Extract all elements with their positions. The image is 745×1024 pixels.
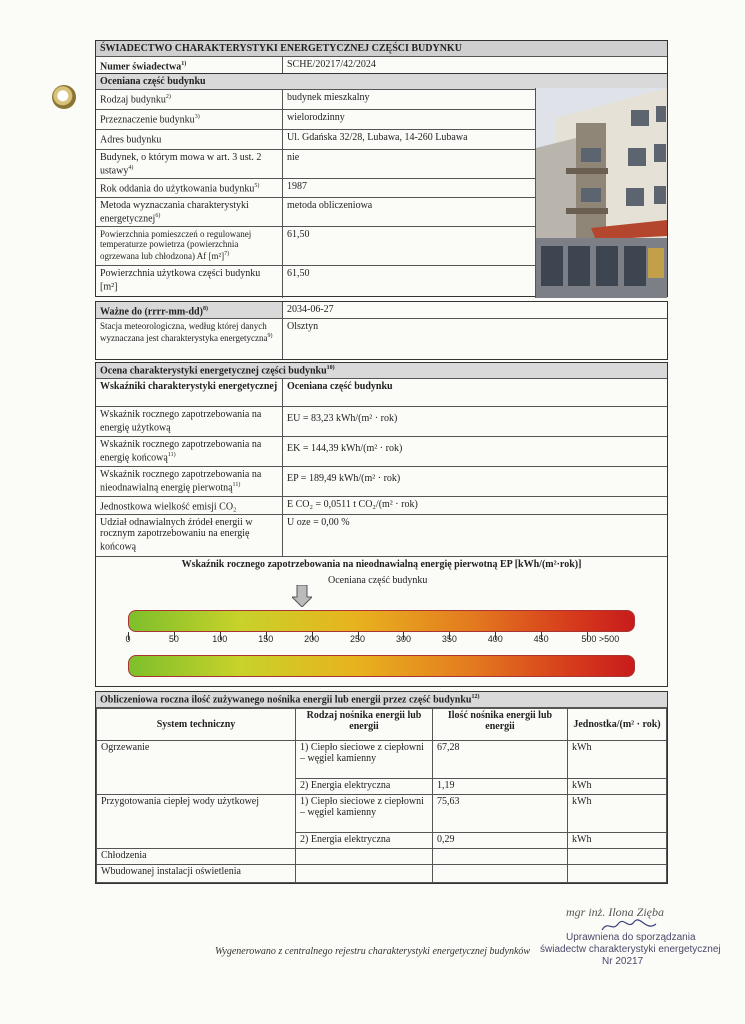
- ep-chart-title: Wskaźnik rocznego zapotrzebowania na nieodnawialną energię pierwotną EP [kWh/(m²·rok)]: [181, 559, 582, 571]
- indicator-row: Wskaźnik rocznego zapotrzebowania na energię użytkową EU = 83,23 kWh/(m² · rok): [96, 407, 667, 437]
- table-row: Ogrzewanie 1) Ciepło sieciowe z ciepłowni – węgiel kamienny 67,28 kWh: [97, 741, 667, 779]
- ep-scale-top: [128, 610, 635, 632]
- building-row: Rok oddania do użytkowania budynku$^{5)}$ 1987: [96, 179, 537, 198]
- tick-label: 0: [125, 634, 131, 645]
- table-row: Wbudowanej instalacji oświetlenia: [97, 865, 667, 883]
- table-row: 2) Energia elektryczna 1,19 kWh: [97, 779, 667, 795]
- stamp-line2: świadectw charakterystyki energetycznej: [540, 944, 721, 955]
- col-carrier: Rodzaj nośnika energii lub energii: [296, 709, 433, 741]
- stamp-line3: Nr 20217: [602, 956, 644, 967]
- ep-scale-bottom: [128, 655, 635, 677]
- col-system: System techniczny: [97, 709, 296, 741]
- indicator-row: Wskaźnik rocznego zapotrzebowania na nieodnawialną energię pierwotną$^{11)}$ EP = 189,49 kWh/(m² · rok): [96, 467, 667, 497]
- assessed-col-header: Oceniana część budynku: [287, 381, 393, 393]
- tick-label: 350: [441, 634, 457, 645]
- binder-hole: [52, 85, 76, 109]
- energy-carrier-header: Obliczeniowa roczna ilość zużywanego nośnika energii lub energii przez część budynku$^{12)}$: [96, 692, 667, 708]
- weather-station: Olsztyn: [287, 321, 319, 332]
- energy-rating-section: [95, 362, 668, 687]
- tick-label: 250: [350, 634, 366, 645]
- building-section: [95, 73, 668, 297]
- indicator-row: Udział odnawialnych źródeł energii w rocznym zapotrzebowaniu na energię końcową U oze = 0,00 %: [96, 515, 667, 557]
- ep-marker-arrow: [292, 585, 312, 607]
- generated-note: Wygenerowano z centralnego rejestru charakterystyki energetycznej budynków: [215, 946, 531, 957]
- indicators-col-header: Wskaźniki charakterystyki energetycznej: [96, 379, 283, 406]
- indicator-row: Wskaźnik rocznego zapotrzebowania na energię końcową$^{11)}$ EK = 144,39 kWh/(m² · rok): [96, 437, 667, 467]
- weather-station-label: Stacja meteorologiczna, według której danych wyznaczana jest charakterystyka energetyczna$^{9)}$: [96, 319, 283, 359]
- ep-chart: [96, 557, 667, 687]
- tick-label: 450: [533, 634, 549, 645]
- ep-scale-ticks: [125, 632, 633, 652]
- building-rows: [96, 90, 537, 298]
- tick-label: 300: [395, 634, 411, 645]
- building-row: Budynek, o którym mowa w art. 3 ust. 2 ustawy$^{4)}$ nie: [96, 150, 537, 179]
- building-row: Powierzchnia pomieszczeń o regulowanej temperaturze powietrza (powierzchnia ogrzewana lub chłodzona) Af $[m^2]^{7)}$ 61,50: [96, 227, 537, 266]
- table-row: 2) Energia elektryczna 0,29 kWh: [97, 833, 667, 849]
- building-row: Przeznaczenie budynku$^{3)}$ wielorodzinny: [96, 110, 537, 130]
- tick-label: 50: [168, 634, 179, 645]
- title-block: [95, 40, 668, 75]
- building-row: Metoda wyznaczania charakterystyki energetycznej$^{6)}$ metoda obliczeniowa: [96, 198, 537, 227]
- stamp-line1: Uprawniena do sporządzania: [566, 932, 696, 943]
- building-row: Rodzaj budynku$^{2)}$ budynek mieszkalny: [96, 90, 537, 110]
- building-section-header: Oceniana część budynku: [96, 74, 667, 90]
- cert-number: SCHE/20217/42/2024: [287, 59, 376, 70]
- tick-label: 500 >500: [581, 634, 620, 645]
- tick-label: 100: [212, 634, 228, 645]
- table-row: Przygotowania ciepłej wody użytkowej 1) Ciepło sieciowe z ciepłowni – węgiel kamienny 75,63 kWh: [97, 795, 667, 833]
- cert-number-label: Numer świadectwa$^{1)}$: [96, 57, 283, 74]
- building-row: Adres budynku Ul. Gdańska 32/28, Lubawa, 14-260 Lubawa: [96, 130, 537, 150]
- validity-block: [95, 301, 668, 360]
- stamp-name: mgr inż. Ilona Zięba: [566, 905, 665, 919]
- energy-carrier-section: [95, 691, 668, 884]
- valid-until-label: Ważne do (rrrr-mm-dd)$^{8)}$: [96, 302, 283, 318]
- col-amount: Ilość nośnika energii lub energii: [433, 709, 568, 741]
- indicator-row: Jednostkowa wielkość emisji CO₂ E CO₂ = 0,0511 t CO₂/(m² · rok): [96, 497, 667, 515]
- building-photo: [535, 88, 667, 298]
- energy-rating-header: Ocena charakterystyki energetycznej części budynku$^{10)}$: [96, 363, 667, 379]
- col-unit: Jednostka/(m² · rok): [568, 709, 667, 741]
- document-title: ŚWIADECTWO CHARAKTERYSTYKI ENERGETYCZNEJ CZĘŚCI BUDYNKU: [100, 43, 462, 54]
- tick-label: 400: [487, 634, 503, 645]
- table-row: Chłodzenia: [97, 849, 667, 865]
- marker-label: Oceniana część budynku: [328, 575, 428, 587]
- tick-label: 150: [258, 634, 274, 645]
- tick-label: 200: [304, 634, 320, 645]
- energy-carrier-table: [96, 708, 667, 883]
- building-row: Powierzchnia użytkowa części budynku [m²] 61,50: [96, 266, 537, 298]
- valid-until: 2034-06-27: [287, 304, 334, 315]
